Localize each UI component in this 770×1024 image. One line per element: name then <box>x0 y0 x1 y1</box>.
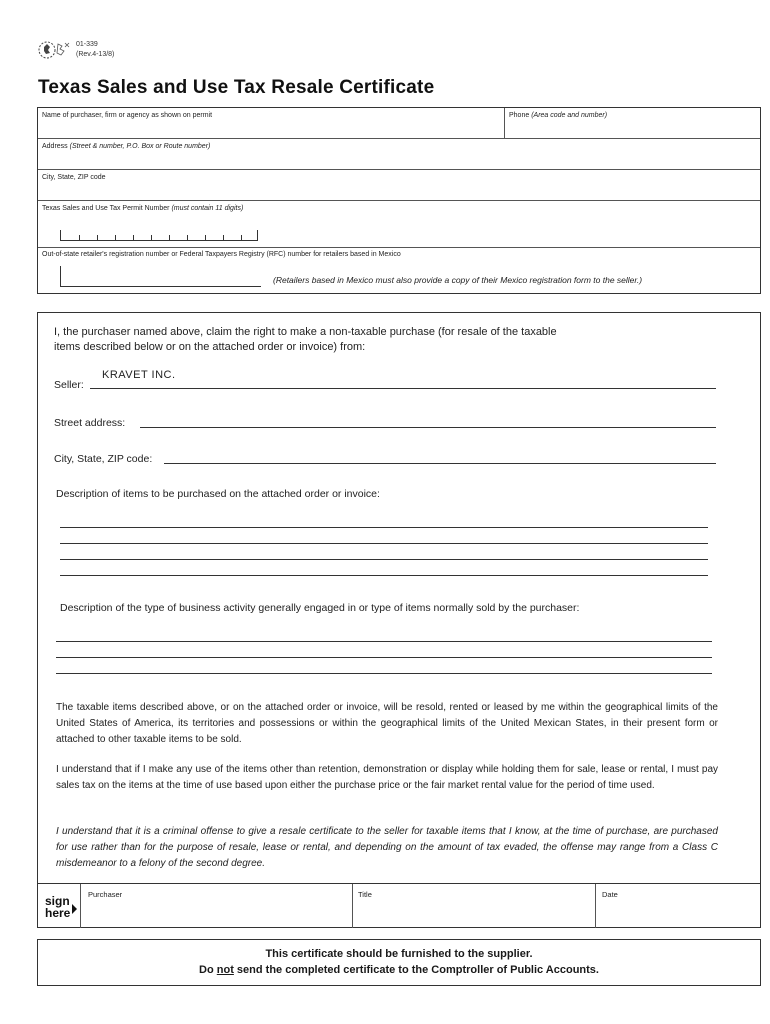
business-description-label: Description of the type of business activity generally engaged in or type of items normally sold by the purchaser: <box>60 602 580 614</box>
city-state-zip-input[interactable] <box>164 463 716 464</box>
date-field[interactable]: Date <box>602 890 618 899</box>
footer-line-1: This certificate should be furnished to the supplier. <box>265 948 533 960</box>
sign-here-icon <box>44 892 78 922</box>
items-description-line[interactable] <box>60 559 708 560</box>
city-state-zip-label: City, State, ZIP code: <box>54 453 153 465</box>
purchaser-info-box <box>37 107 761 294</box>
items-description-line[interactable] <box>60 543 708 544</box>
texas-comptroller-seal-icon <box>38 38 72 62</box>
criminal-offense-statement: I understand that it is a criminal offense to give a resale certificate to the seller for taxable items that I know, at the time of purchase, are purchased for use rather than for the purpose of resale, lease or rental, and depending on the amount of tax evaded, the offense may range from a Class C misdemeanor to a felony of the second degree. <box>56 826 718 869</box>
items-description-label: Description of items to be purchased on the attached order or invoice: <box>56 488 380 500</box>
title-field[interactable]: Title <box>358 890 372 899</box>
purchaser-name-field[interactable]: Name of purchaser, firm or agency as shown on permit <box>42 112 213 119</box>
resale-claim-box <box>37 312 761 928</box>
seller-line <box>90 388 716 389</box>
permit-number-input[interactable] <box>60 230 258 241</box>
address-field[interactable]: Address (Street & number, P.O. Box or Route number) <box>42 143 211 150</box>
page-title: Texas Sales and Use Tax Resale Certificate <box>38 77 435 98</box>
seller-label: Seller: <box>54 379 84 391</box>
city-row <box>38 170 760 201</box>
items-description-line[interactable] <box>60 527 708 528</box>
business-description-line[interactable] <box>56 673 712 674</box>
rfc-note: (Retailers based in Mexico must also provide a copy of their Mexico registration form to the seller.) <box>273 275 643 285</box>
svg-text:here: here <box>45 906 71 920</box>
claim-line-1: I, the purchaser named above, claim the right to make a non-taxable purchase (for resale of the taxable <box>54 326 557 338</box>
svg-text:sign: sign <box>45 894 70 908</box>
use-tax-statement: I understand that if I make any use of the items other than retention, demonstration or display while holding them for sale, lease or rental, I must pay sales tax on the items at the time of use based upon either the purchase price or the fair market rental value for the period of time used. <box>56 764 718 791</box>
claim-line-2: items described below or on the attached order or invoice) from: <box>54 341 366 353</box>
street-address-input[interactable] <box>140 427 716 428</box>
seller-value[interactable]: KRAVET INC. <box>102 369 176 381</box>
signature-row <box>38 883 760 928</box>
street-address-label: Street address: <box>54 417 126 429</box>
phone-field[interactable]: Phone (Area code and number) <box>509 112 608 119</box>
resale-statement: The taxable items described above, or on the attached order or invoice, will be resold, rented or leased by me within the geographical limits of the United States of America, its territories and possessions or within the geographical limits of the United Mexican States, in their present form or attached to other taxable items to be sold. <box>56 702 718 745</box>
purchaser-signature-field[interactable]: Purchaser <box>88 890 123 899</box>
purchaser-name-row <box>38 108 760 139</box>
city-state-zip-field[interactable]: City, State, ZIP code <box>42 174 106 181</box>
footer-line-2: Do not send the completed certificate to the Comptroller of Public Accounts. <box>199 964 599 976</box>
business-description-line[interactable] <box>56 657 712 658</box>
permit-number-label: Texas Sales and Use Tax Permit Number (must contain 11 digits) <box>42 205 244 212</box>
rfc-number-input[interactable] <box>60 266 261 287</box>
business-description-line[interactable] <box>56 641 712 642</box>
rfc-label: Out-of-state retailer's registration number or Federal Taxpayers Registry (RFC) number for retailers based in Mexico <box>42 251 401 258</box>
items-description-line[interactable] <box>60 575 708 576</box>
footer-notice <box>37 939 761 986</box>
form-number: 01-339 (Rev.4-13/8) <box>76 41 115 58</box>
address-row <box>38 139 760 170</box>
